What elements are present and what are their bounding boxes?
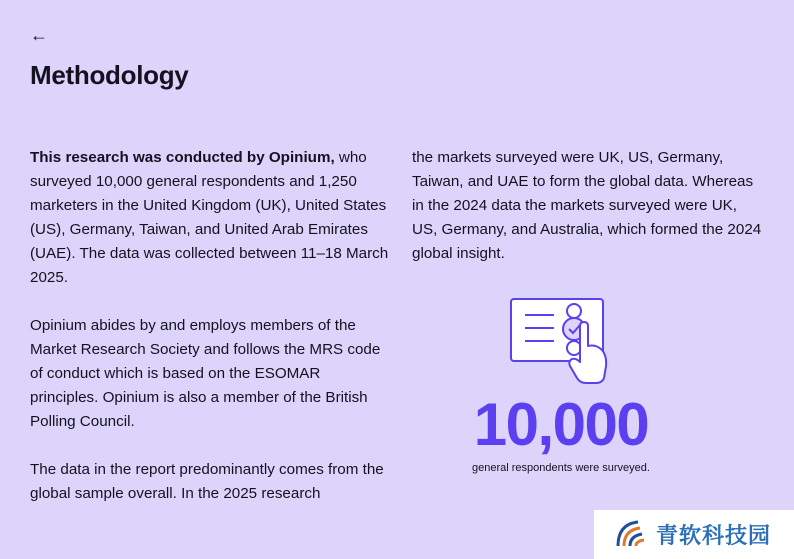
intro-bold-lead: This research was conducted by Opinium, (30, 149, 335, 166)
arrow-left-icon: ← (30, 25, 48, 45)
watermark (594, 510, 794, 559)
survey-checklist-hand-icon (508, 296, 614, 386)
watermark-text: 青软科技园 (656, 523, 772, 548)
back-button[interactable] (28, 24, 50, 46)
right-column (412, 146, 762, 290)
left-column (30, 146, 392, 530)
intro-paragraph (30, 146, 392, 290)
data-paragraph: The data in the report predominantly comes from the global sample overall. In the 2025 research (30, 461, 384, 502)
mrs-paragraph: Opinium abides by and employs members of the Market Research Society and follows the MRS code of conduct which is based on the ESOMAR principles. Opinium is also a member of the British Polling Council. (30, 317, 381, 430)
stat-value: 10,000 (473, 391, 649, 458)
intro-rest: who surveyed 10,000 general respondents and 1,250 marketers in the United Kingdom (UK), United States (US), Germany, Taiwan, and United Arab Emirates (UAE). The data was collected between 11–18 March 2025. (30, 149, 389, 286)
stat-caption: general respondents were surveyed. (472, 462, 650, 474)
page-title: Methodology (30, 60, 189, 90)
wave-logo-icon (614, 518, 650, 552)
markets-paragraph: the markets surveyed were UK, US, Germany, Taiwan, and UAE to form the global data. Whereas in the 2024 data the markets surveyed were UK, US, Germany, and Australia, which formed the 2024 global insight. (412, 149, 762, 262)
